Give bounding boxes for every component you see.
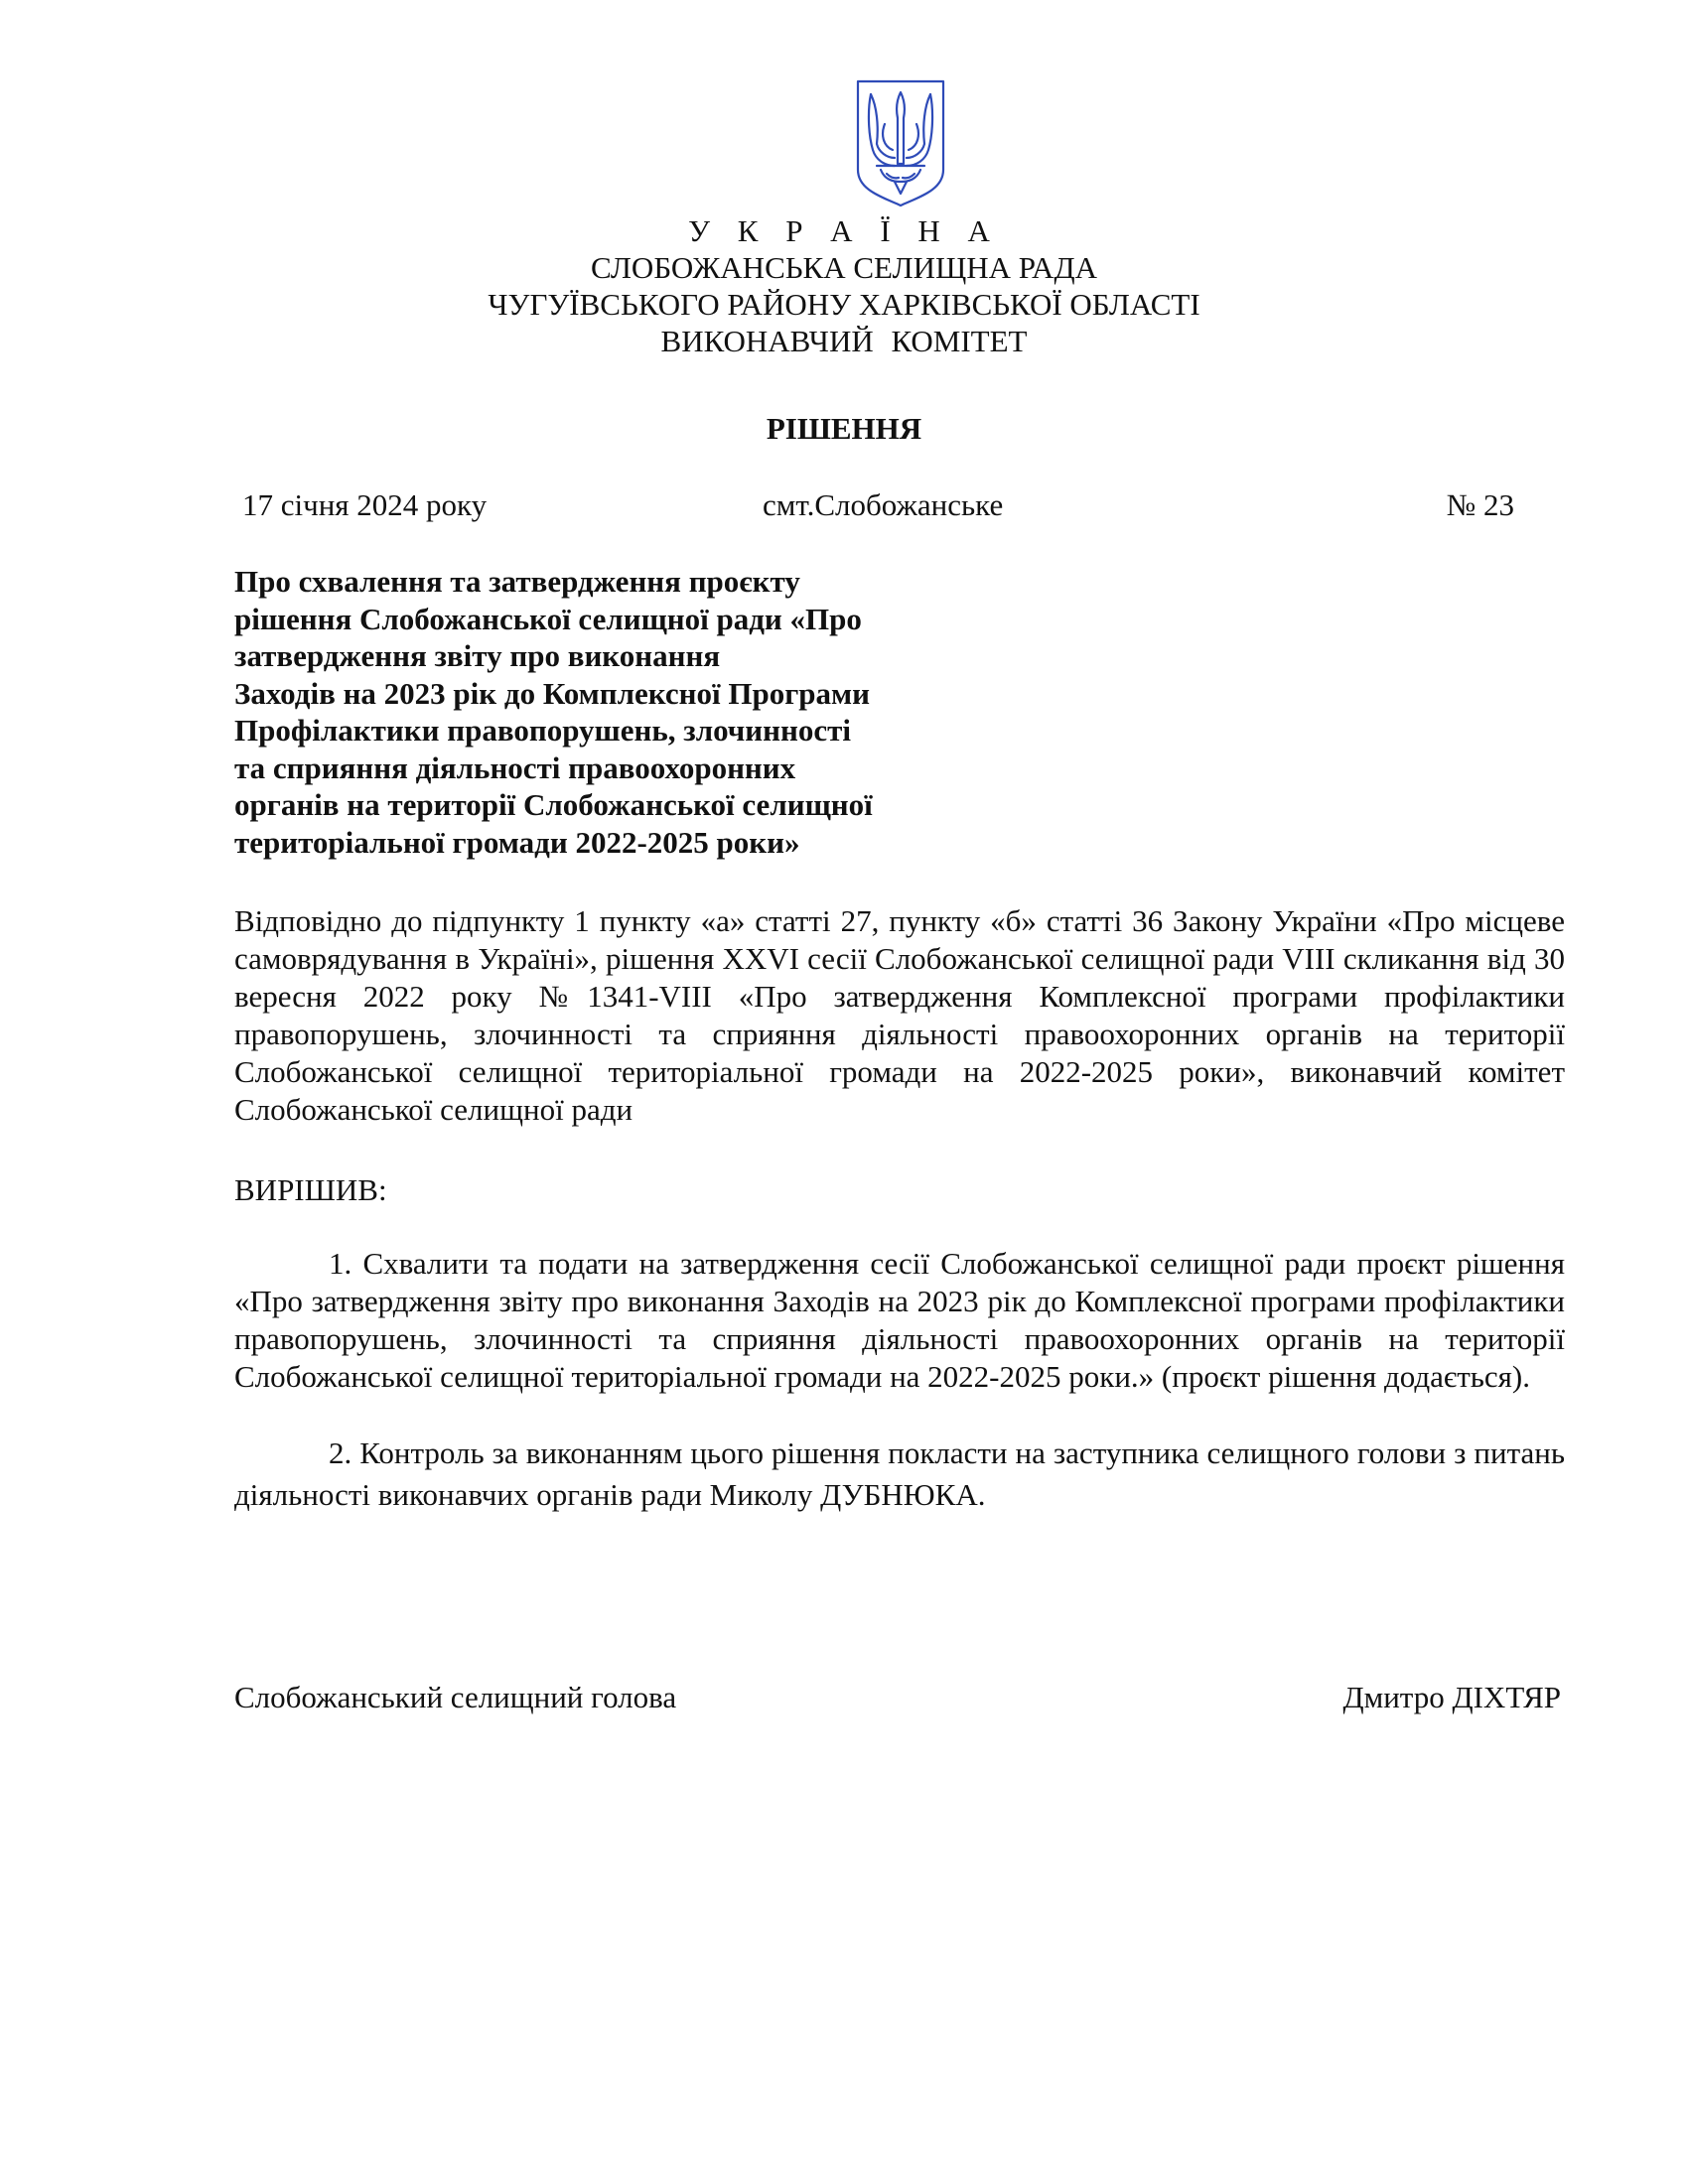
document-subject xyxy=(234,563,949,861)
document-title: РІШЕННЯ xyxy=(766,411,922,446)
document-place: смт.Слобожанське xyxy=(763,487,1004,522)
subject-line: Про схвалення та затвердження проєкту xyxy=(234,564,800,599)
signatory-title: Слобожанський селищний голова xyxy=(234,1680,677,1714)
resolved-label: ВИРІШИВ: xyxy=(234,1172,387,1207)
resolution-item: 1. Схвалити та подати на затвердження сесії Слобожанської селищної ради проєкт рішення «Про затвердження звіту про виконання Заходів на 2023 рік до Комплексної програми профілактики правопорушень, злочинності та сприяння діяльності правоохоронних органів на території Слобожанської селищної територіальної громади на 2022-2025 роки.» (проєкт рішення додається). xyxy=(234,1246,1565,1394)
district-heading: ЧУГУЇВСЬКОГО РАЙОНУ ХАРКІВСЬКОЇ ОБЛАСТІ xyxy=(488,287,1200,322)
subject-line: Профілактики правопорушень, злочинності xyxy=(234,713,851,748)
trident-coat-of-arms-icon xyxy=(855,78,946,208)
subject-line: органів на території Слобожанської селищної xyxy=(234,787,873,822)
resolution-item: 2. Контроль за виконанням цього рішення покласти на заступника селищного голови з питань діяльності виконавчих органів ради Миколу ДУБНЮКА. xyxy=(234,1435,1565,1512)
subject-line: територіальної громади 2022-2025 роки» xyxy=(234,824,800,860)
document-date: 17 січня 2024 року xyxy=(242,487,488,522)
document-number: № 23 xyxy=(1446,487,1514,522)
committee-heading: ВИКОНАВЧИЙ КОМІТЕТ xyxy=(660,324,1028,358)
subject-line: рішення Слобожанської селищної ради «Про xyxy=(234,601,862,636)
country-heading: У К Р А Ї Н А xyxy=(688,213,1000,248)
subject-line: та сприяння діяльності правоохоронних xyxy=(234,750,796,785)
council-heading: СЛОБОЖАНСЬКА СЕЛИЩНА РАДА xyxy=(591,250,1097,285)
subject-line: затвердження звіту про виконання xyxy=(234,638,721,673)
signatory-name: Дмитро ДІХТЯР xyxy=(1342,1680,1561,1714)
preamble-paragraph: Відповідно до підпункту 1 пункту «а» статті 27, пункту «б» статті 36 Закону України «Про місцеве самоврядування в Україні», рішення XXVI сесії Слобожанської селищної ради VIII скликання від 30 вересня 2022 року №1341-VIII «Про затвердження Комплексної програми профілактики правопорушень, злочинності та сприяння діяльності правоохоронних органів на території Слобожанської селищної територіальної громади на 2022-2025 роки», виконавчий комітет Слобожанської селищної ради xyxy=(234,903,1565,1127)
subject-line: Заходів на 2023 рік до Комплексної Програми xyxy=(234,675,871,711)
